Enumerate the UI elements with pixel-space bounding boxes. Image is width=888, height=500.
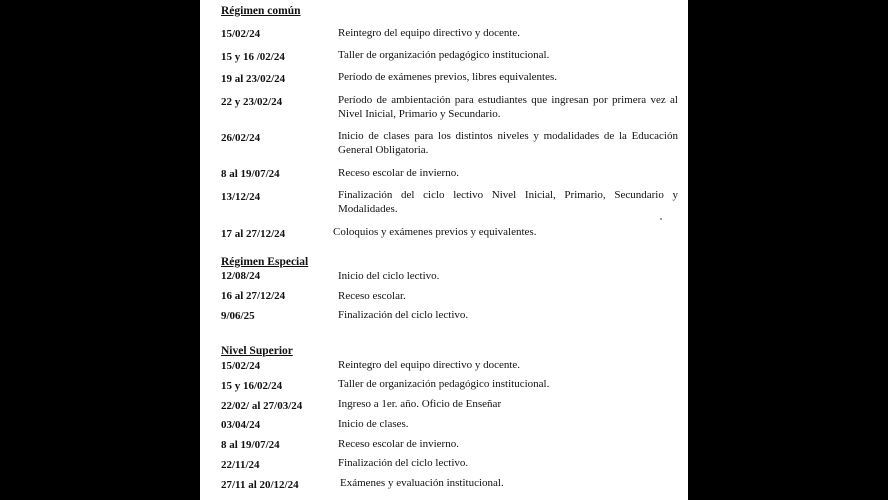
row-text: Receso escolar de invierno.: [338, 438, 459, 450]
row-text: Período de exámenes previos, libres equivalentes.: [338, 71, 558, 83]
row-text: Inicio de clases.: [338, 418, 409, 430]
row-text: Receso escolar de invierno.: [338, 167, 459, 179]
row-text: Coloquios y exámenes previos y equivalentes.: [333, 226, 537, 238]
row-date: 15/02/24: [221, 28, 261, 40]
row-text: Exámenes y evaluación institucional.: [340, 477, 504, 489]
row-date: 16 al 27/12/24: [221, 290, 286, 302]
row-date: 8 al 19/07/24: [221, 168, 280, 180]
row-date: 15/02/24: [221, 360, 261, 372]
section-title-nivel-superior: Nivel Superior: [221, 345, 293, 357]
row-text: Taller de organización pedagógico institucional.: [338, 378, 550, 390]
row-date: 15 y 16/02/24: [221, 380, 283, 392]
row-text: Reintegro del equipo directivo y docente.: [338, 359, 521, 371]
row-date: 27/11 al 20/12/24: [221, 479, 299, 491]
row-date: 22/02/ al 27/03/24: [221, 400, 303, 412]
section-title-regimen-comun: Régimen común: [221, 5, 301, 17]
row-date: 17 al 27/12/24: [221, 228, 286, 240]
row-date: 03/04/24: [221, 419, 261, 431]
row-text: Ingreso a 1er. año. Oficio de Enseñar: [338, 398, 502, 410]
row-text: Inicio del ciclo lectivo.: [338, 270, 440, 282]
row-date: 8 al 19/07/24: [221, 439, 280, 451]
row-text: Finalización del ciclo lectivo.: [338, 457, 469, 469]
row-text: Receso escolar.: [338, 290, 406, 302]
row-text: Reintegro del equipo directivo y docente.: [338, 27, 521, 39]
row-date: 12/08/24: [221, 270, 261, 282]
row-text: Inicio de clases para los distintos niveles y modalidades de la Educación General Obligatoria.: [338, 130, 678, 156]
row-date: 22/11/24: [221, 459, 260, 471]
row-text: Período de ambientación para estudiantes que ingresan por primera vez al Nivel Inicial, Primario y Secundario.: [338, 94, 678, 120]
document-page: [200, 0, 688, 500]
row-date: 22 y 23/02/24: [221, 96, 283, 108]
row-text: Finalización del ciclo lectivo Nivel Inicial, Primario, Secundario y Modalidades.: [338, 189, 678, 215]
row-date: 15 y 16 /02/24: [221, 51, 285, 63]
row-text: Taller de organización pedagógico institucional.: [338, 49, 550, 61]
row-date: 9/06/25: [221, 310, 255, 322]
row-date: 26/02/24: [221, 132, 261, 144]
row-date: 13/12/24: [221, 191, 261, 203]
section-title-regimen-especial: Régimen Especial: [221, 256, 309, 268]
scan-speck: [660, 218, 662, 220]
row-text: Finalización del ciclo lectivo.: [338, 309, 469, 321]
row-date: 19 al 23/02/24: [221, 73, 286, 85]
